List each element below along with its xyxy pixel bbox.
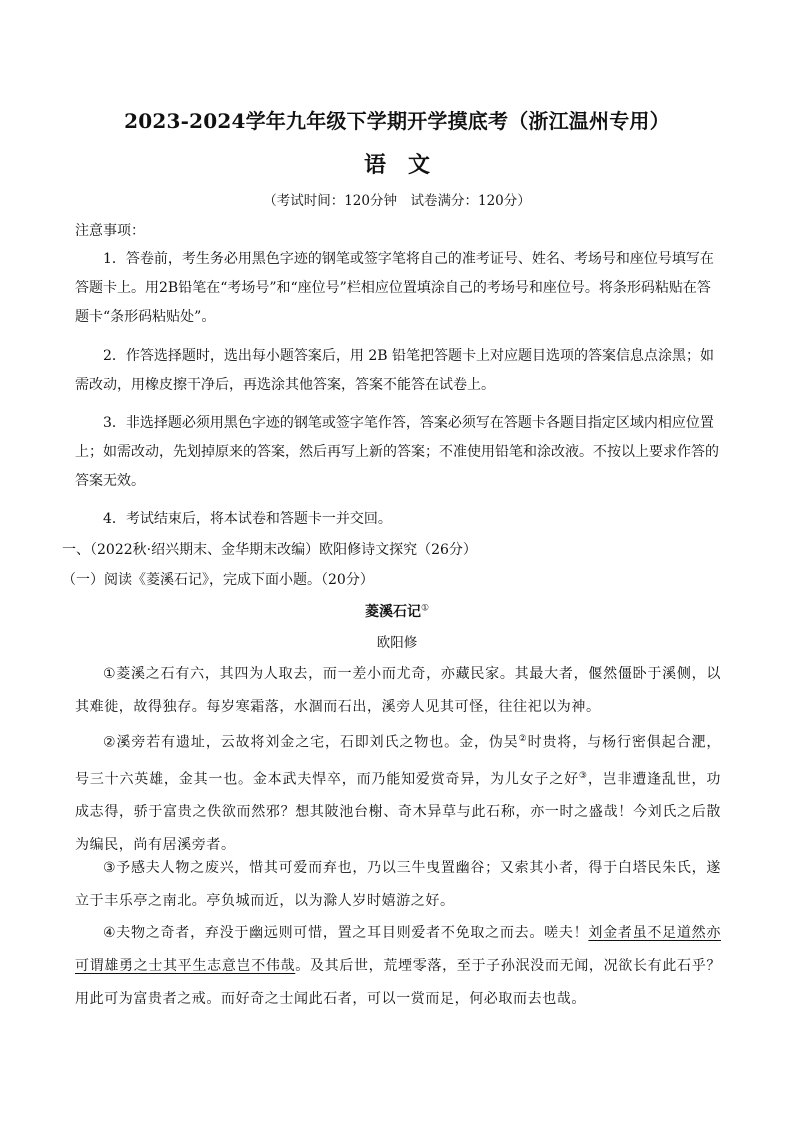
notice-item-1: 1．答卷前，考生务必用黑色字迹的钢笔或签字笔将自己的准考证号、姓名、考场号和座位号填写在答题卡上。用2B铅笔在“考场号”和“座位号”栏相应位置填涂自己的考场号和座位号。将条形码粘贴在答题卡“条形码粘贴处”。 bbox=[75, 251, 714, 325]
passage-paragraph-2 bbox=[75, 723, 721, 862]
footnote-marker: ③ bbox=[578, 770, 588, 781]
notice-item-2: 2．作答选择题时，选出每小题答案后，用 2B 铅笔把答题卡上对应题目选项的答案信息点涂黑；如需改动，用橡皮擦干净后，再选涂其他答案，答案不能答在试卷上。 bbox=[75, 348, 715, 393]
subject-title: 语文 bbox=[363, 152, 452, 178]
passage-title-text: 菱溪石记 bbox=[364, 604, 421, 620]
notice-heading: 注意事项： bbox=[75, 223, 145, 239]
section-heading: 一、（2022秋·绍兴期末、金华期末改编）欧阳修诗文探究（26分） bbox=[62, 542, 477, 558]
notice-item-4: 4．考试结束后，将本试卷和答题卡一并交回。 bbox=[103, 511, 392, 527]
footnote-marker: ① bbox=[420, 603, 430, 614]
paragraph-text: ②溪旁若有遗址，云故将刘金之宅，石即刘氏之物也。金，伪吴 bbox=[103, 734, 519, 751]
passage-author: 欧阳修 bbox=[376, 635, 418, 651]
paragraph-text: 。及其后世，荒堙零落，至于子孙泯没而无闻，况欲长有此石乎？用此可为富贵者之戒。而好奇之士闻此石者，可以一赏而足，何必取而去也哉。 bbox=[75, 958, 722, 1007]
paragraph-text: ，岂非遭逢乱世，功成志得，骄于富贵之佚欲而然邪？想其陂池台榭、奇木异草与此石称，亦一时之盛哉！今刘氏之后散为编民，尚有居溪旁者。 bbox=[75, 771, 721, 854]
underlined-sentence: 刘金者虽不足道然亦可谓雄勇之士其平生志意岂不伟哉 bbox=[75, 925, 721, 974]
paragraph-text: ④夫物之奇者，弃没于幽远则可惜，置之耳目则爱者不免取之而去。嗟夫！ bbox=[103, 925, 589, 941]
passage-title bbox=[0, 601, 794, 621]
passage-paragraph-4 bbox=[75, 917, 721, 1016]
passage-paragraph-3: ③予感夫人物之废兴，惜其可爱而弃也，乃以三牛曳置幽谷；又索其小者，得于白塔民朱氏，遂立于丰乐亭之南北。亭负城而近，以为滁人岁时嬉游之好。 bbox=[75, 860, 721, 909]
notice-item-3: 3．非选择题必须用黑色字迹的钢笔或签字笔作答，答案必须写在答题卡各题目指定区域内相应位置上；如需改动，先划掉原来的答案，然后再写上新的答案；不准使用铅笔和涂改液。不按以上要求作答的答案无效。 bbox=[75, 415, 719, 489]
exam-info: （考试时间：120分钟 试卷满分：120分） bbox=[263, 193, 531, 209]
passage-paragraph-1: ①菱溪之石有六，其四为人取去，而一差小而尤奇，亦藏民家。其最大者，偃然僵卧于溪侧，以其难徙，故得独存。每岁寒霜落，水涸而石出，溪旁人见其可怪，往往祀以为神。 bbox=[75, 666, 721, 715]
footnote-marker: ② bbox=[518, 734, 528, 744]
page-title: 2023-2024学年九年级下学期开学摸底考（浙江温州专用） bbox=[124, 109, 670, 133]
paragraph-text: 时贵将，与杨行密俱起合淝，号三十六英雄，金其一也。金本武夫悍卒，而乃能知爱赏奇异，为儿女子之好 bbox=[75, 734, 721, 788]
subsection-heading: （一）阅读《菱溪石记》，完成下面小题。（20分） bbox=[62, 572, 374, 588]
